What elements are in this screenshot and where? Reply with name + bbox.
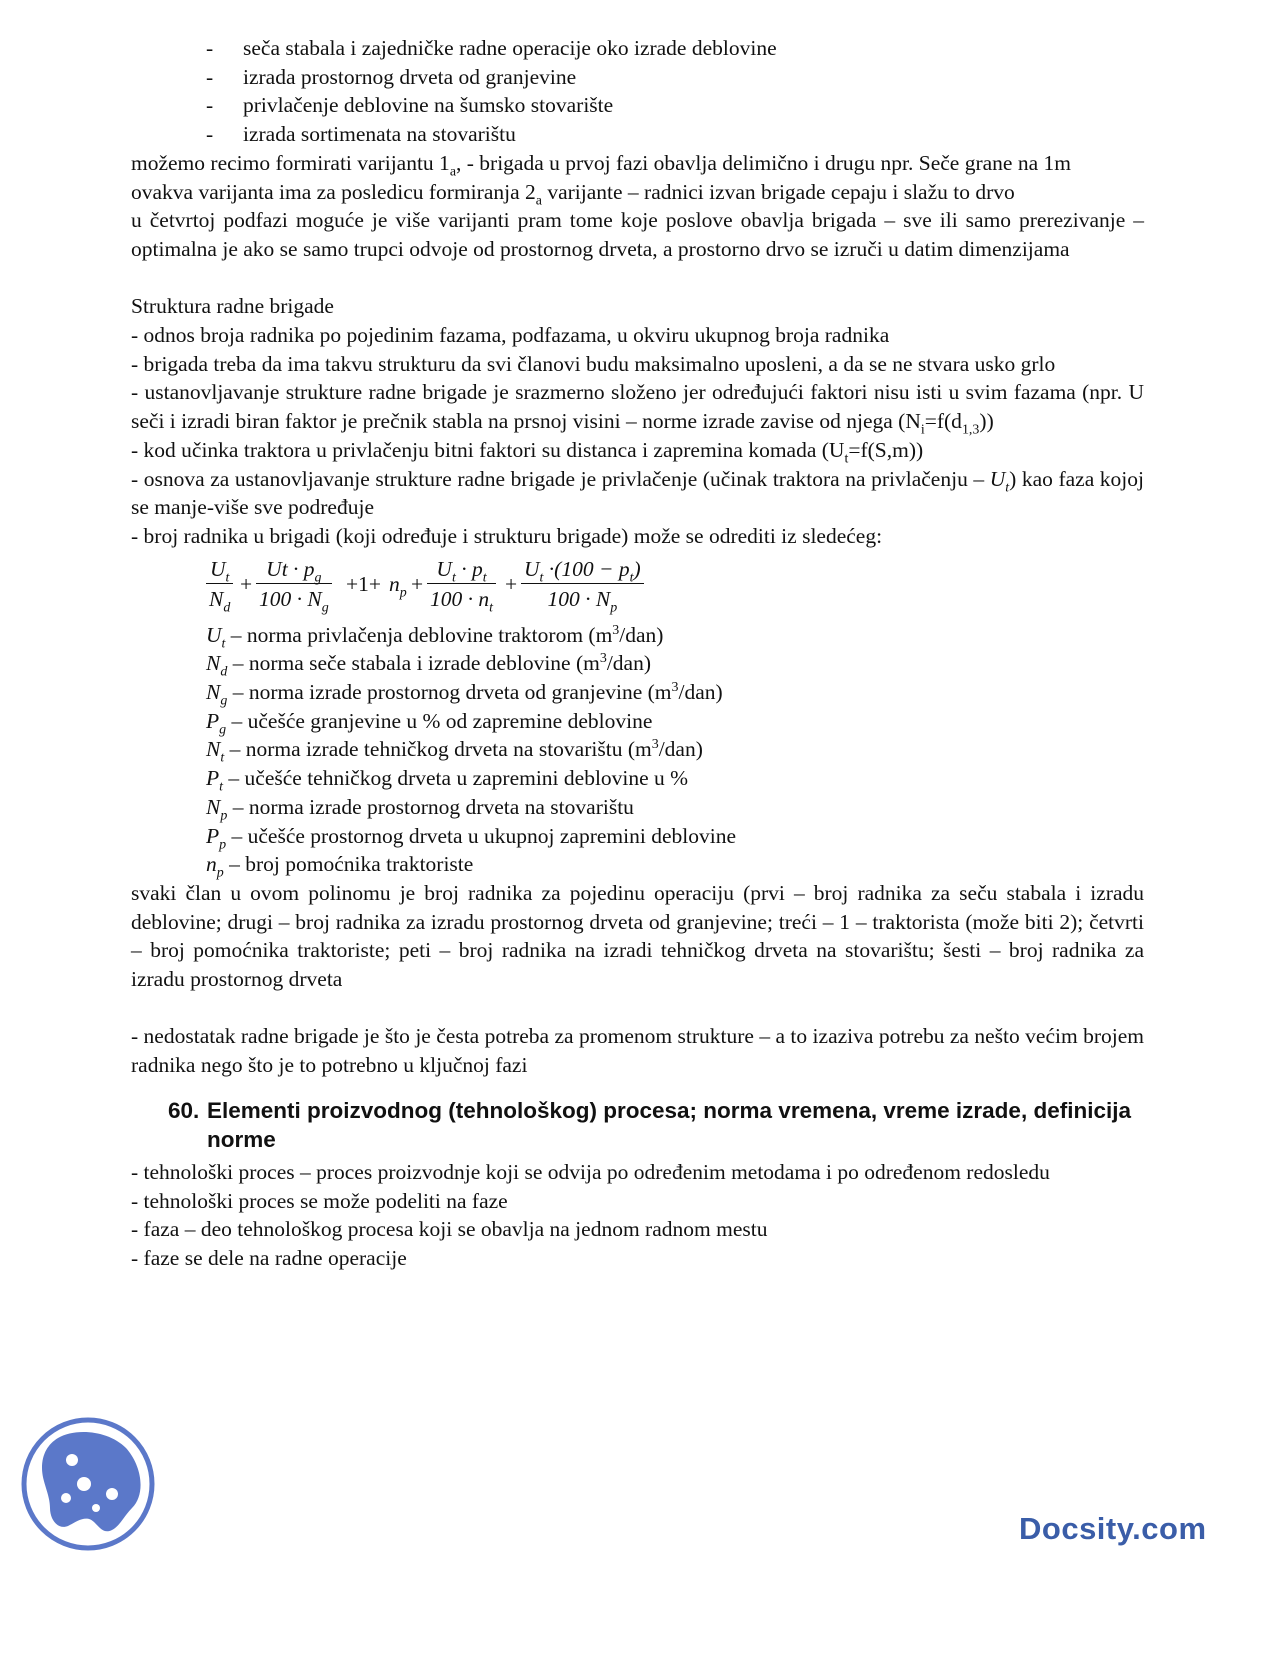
formula-plus: +	[411, 571, 424, 596]
docsity-brand-text[interactable]: Docsity.com	[1019, 1511, 1207, 1546]
paragraph-fourth-subphase: u četvrtoj podfazi moguće je više varijanti pram tome koje poslove obavlja brigada – sve ili samo prerezivanje – optimalna je ako se samo trupci odvoje od prostornog drveta, a prostorno drvo se izruči u datim dimenzijama	[131, 208, 1144, 261]
structure-item: - odnos broja radnika po pojedinim fazama, podfazama, u okviru ukupnog broja radnika	[131, 323, 890, 348]
definition-item: $P_g$ – učešće granjevine u % od zapremine deblovine	[206, 708, 653, 738]
definition-item: $N_g$ – norma izrade prostornog drveta od granjevine $(m^3/dan)$	[206, 679, 723, 709]
structure-item: - ustanovljavanje strukture radne brigade je srazmerno složeno jer određujući faktori nisu isti u svim fazama (npr. U seči i izradi biran faktor je prečnik stabla na prsnoj visini – norme izrade zavise od njega $(N_i=f(d_{1,3}))$	[131, 380, 1144, 438]
paragraph-polynom: svaki član u ovom polinomu je broj radnika za pojedinu operaciju (prvi – broj radnika za seču stabala i izradu deblovine; drugi – broj radnika za izradu prostornog drveta od granjevine; treći – 1 – traktorista (može biti 2); četvrti – broj pomoćnika traktoriste; peti – broj radnika na izradi tehničkog drveta na stovarištu; šesti – broj radnika za izradu prostornog drveta	[131, 880, 1144, 992]
section-heading-60	[131, 1096, 1144, 1154]
docsity-logo-icon	[20, 1416, 156, 1552]
definition-item: $N_d$ – norma seče stabala i izrade deblovine $(m^3/dan)$	[206, 651, 652, 680]
variable-definitions	[206, 621, 1144, 879]
paragraph-variant-1a: možemo recimo formirati varijantu $1_a$, - brigada u prvoj fazi obavlja delimično i drugu npr. Seče grane na 1m	[131, 150, 1071, 180]
definition-item: $n_p$ – broj pomoćnika traktoriste	[206, 852, 474, 881]
process-item: - faza – deo tehnološkog procesa koji se obavlja na jednom radnom mestu	[131, 1217, 768, 1242]
bullet-item: - seča stabala i zajedničke radne operacije oko izrade deblovine	[206, 36, 777, 60]
definition-item: $N_p$ – norma izrade prostornog drveta na stovarištu	[206, 794, 634, 824]
formula-fraction-2: $\frac{Ut \cdot p_g}{100 \cdot N_g}$	[256, 555, 332, 614]
formula-plus-one: +1+	[346, 571, 382, 596]
heading-text: Elementi proizvodnog (tehnološkog) procesa; norma vremena, vreme izrade, definicija norme	[207, 1097, 1131, 1152]
structure-item: - broj radnika u brigadi (koji određuje i strukturu brigade) može se odrediti iz sledećeg:	[131, 523, 883, 548]
bullet-item: - izrada sortimenata na stovarištu	[206, 122, 516, 147]
formula-fraction-1: $\frac{U_t}{N_d}$	[206, 555, 233, 614]
bullet-list	[131, 34, 1144, 149]
process-item: - tehnološki proces – proces proizvodnje koji se odvija po određenim metodama i po određenom redosledu	[131, 1159, 1050, 1184]
definition-item: $U_t$ – norma privlačenja deblovine traktorom $(m^3/dan)$	[206, 622, 664, 651]
structure-item: - kod učinka traktora u privlačenju bitni faktori su distanca i zapremina komada $(U_t=f(S,m))$	[131, 437, 924, 467]
formula-plus: +	[240, 571, 253, 596]
formula-fraction-3: $\frac{U_t \cdot p_t}{100 \cdot n_t}$	[427, 555, 496, 614]
paragraph-variant-2a: ovakva varijanta ima za posledicu formiranja $2_a$ varijante – radnici izvan brigade cepaju i slažu to drvo	[131, 179, 1015, 208]
bullet-item: - izrada prostornog drveta od granjevine	[206, 64, 577, 89]
structure-item: - osnova za ustanovljavanje strukture radne brigade je privlačenje (učinak traktora na privlačenju – $U_t$) kao faza kojoj se manje-više sve podređuje	[131, 466, 1144, 520]
definition-item: $P_t$ – učešće tehničkog drveta u zapremini deblovine u %	[206, 766, 689, 795]
heading-number: 60.	[168, 1097, 200, 1123]
formula-fraction-4: $\frac{U_t \cdot(100 - p_t)}{100 \cdot N_p}$	[521, 555, 644, 614]
document-page	[131, 34, 1144, 1273]
paragraph-nedostatak: - nedostatak radne brigade je što je česta potreba za promenom strukture – a to izaziva potrebu za nešto većim brojem radnika nego što je to potrebno u ključnoj fazi	[131, 1024, 1144, 1078]
process-item: - tehnološki proces se može podeliti na faze	[131, 1188, 508, 1213]
bullet-item: - privlačenje deblovine na šumsko stovarište	[206, 93, 614, 118]
section-title-structure: Struktura radne brigade	[131, 294, 334, 319]
definition-item: $N_t$ – norma izrade tehničkog drveta na stovarištu $(m^3/dan)$	[206, 737, 703, 766]
process-item: - faze se dele na radne operacije	[131, 1245, 407, 1270]
formula-np: $n_p$	[389, 571, 407, 600]
brigade-formula	[206, 555, 1144, 619]
formula-plus: +	[505, 571, 518, 596]
definition-item: $P_p$ – učešće prostornog drveta u ukupnoj zapremini deblovine	[206, 823, 737, 852]
structure-item: - brigada treba da ima takvu strukturu da svi članovi budu maksimalno uposleni, a da se ne stvara usko grlo	[131, 351, 1056, 376]
